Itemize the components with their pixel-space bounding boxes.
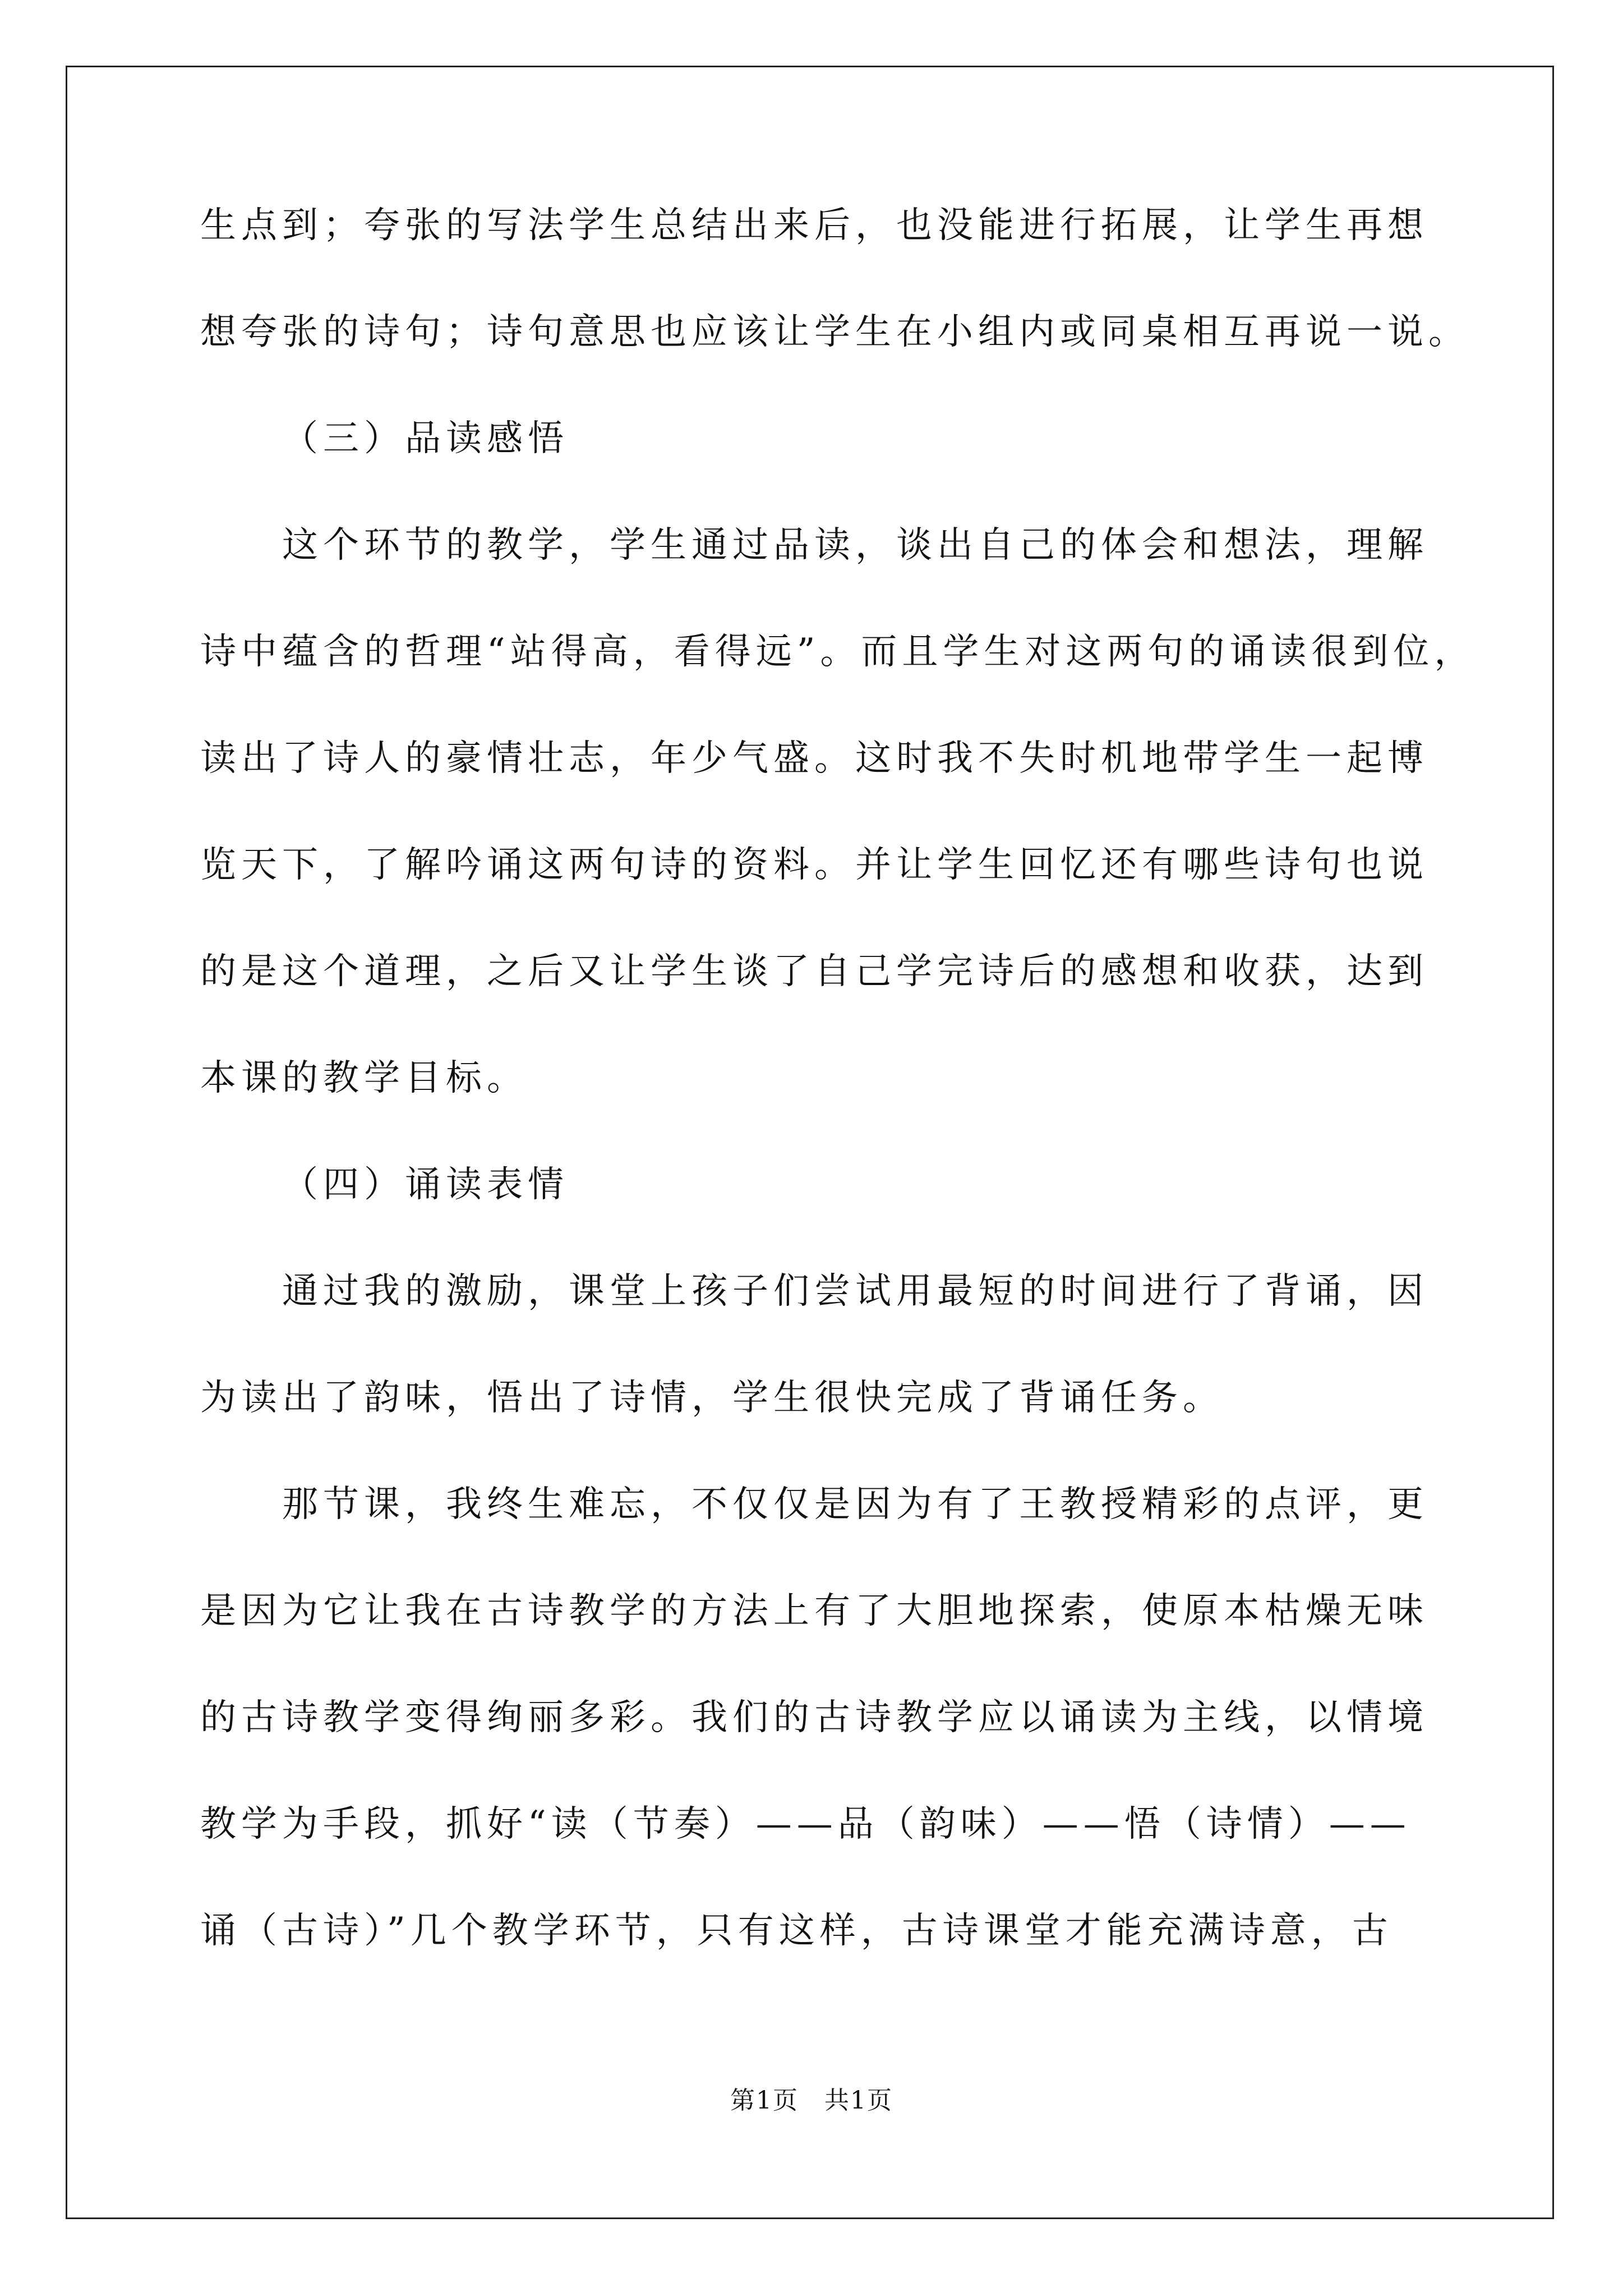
page-border <box>66 66 1554 2219</box>
body-line: 生点到；夸张的写法学生总结出来后，也没能进行拓展，让学生再想 <box>200 205 1428 246</box>
body-line: 是因为它让我在古诗教学的方法上有了大胆地探索，使原本枯燥无味 <box>200 1590 1428 1632</box>
body-line: 览天下，了解吟诵这两句诗的资料。并让学生回忆还有哪些诗句也说 <box>200 844 1428 886</box>
page-number-footer: 第1页 共1页 <box>730 2086 893 2115</box>
body-line: 为读出了韵味，悟出了诗情，学生很快完成了背诵任务。 <box>200 1377 1224 1419</box>
body-line: 通过我的激励，课堂上孩子们尝试用最短的时间进行了背诵，因 <box>282 1271 1428 1312</box>
body-line: 读出了诗人的豪情壮志，年少气盛。这时我不失时机地带学生一起博 <box>200 738 1428 779</box>
body-line: 教学为手段，抓好“读（节奏）——品（韵味）——悟（诗情）—— <box>200 1803 1411 1845</box>
body-line: 本课的教学目标。 <box>200 1057 528 1099</box>
body-line: 这个环节的教学，学生通过品读，谈出自己的体会和想法，理解 <box>282 524 1428 566</box>
section-heading: （三）品读感悟 <box>282 418 569 459</box>
body-line: 的古诗教学变得绚丽多彩。我们的古诗教学应以诵读为主线，以情境 <box>200 1697 1428 1738</box>
body-line: 想夸张的诗句；诗句意思也应该让学生在小组内或同桌相互再说一说。 <box>200 311 1469 353</box>
section-heading: （四）诵读表情 <box>282 1164 569 1205</box>
body-line: 诵（古诗）”几个教学环节，只有这样，古诗课堂才能充满诗意，古 <box>200 1910 1393 1952</box>
body-line: 那节课，我终生难忘，不仅仅是因为有了王教授精彩的点评，更 <box>282 1484 1428 1525</box>
body-line: 的是这个道理，之后又让学生谈了自己学完诗后的感想和收获，达到 <box>200 951 1428 992</box>
body-line: 诗中蕴含的哲理“站得高，看得远”。而且学生对这两句的诵读很到位， <box>200 631 1476 673</box>
